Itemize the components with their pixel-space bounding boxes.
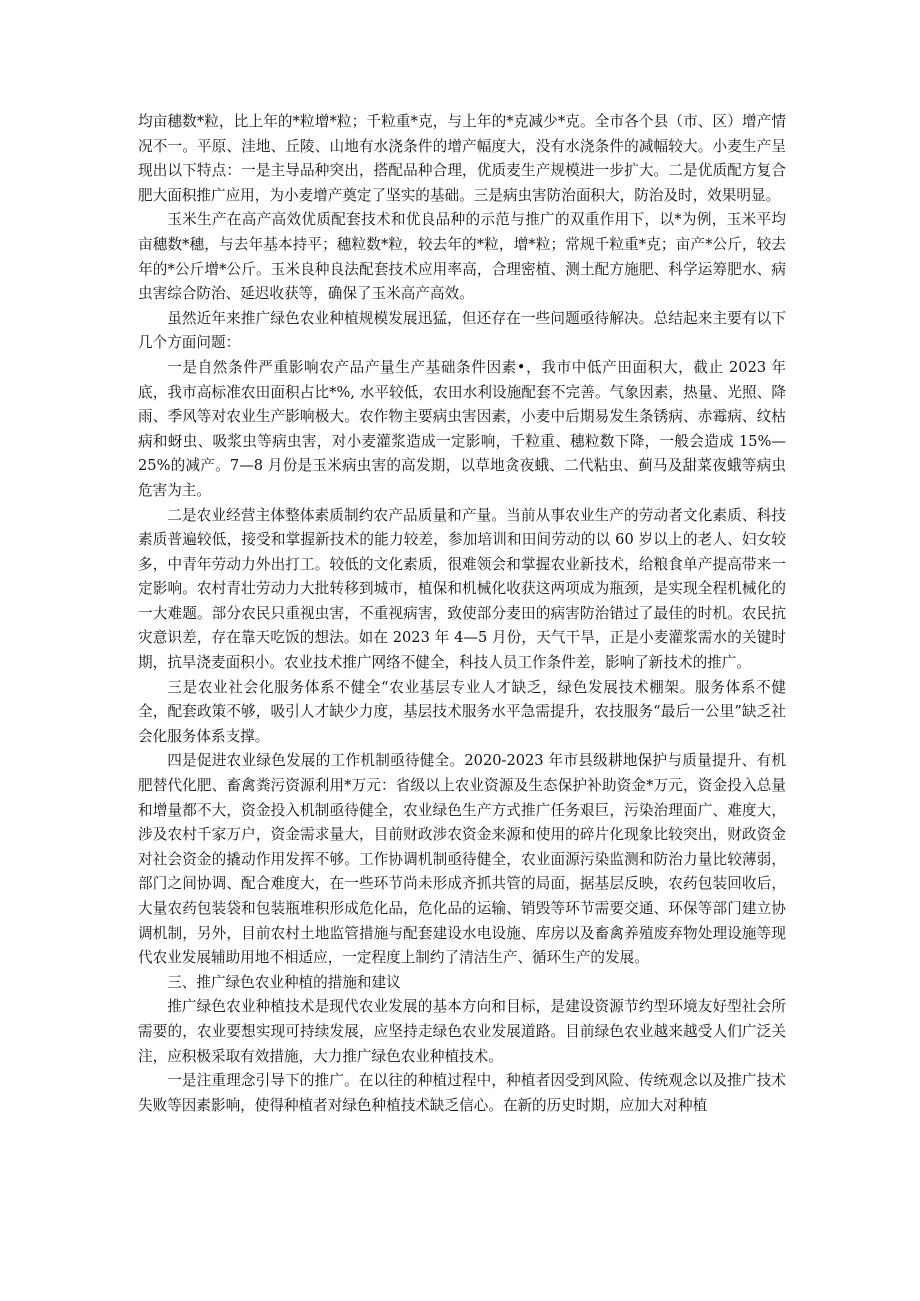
document-body	[138, 110, 786, 1118]
paragraph-problem-natural-conditions: 一是自然条件严重影响农产品产量生产基础条件因素•，我市中低产田面积大，截止 2023 年底，我市高标准农田面积占比*%, 水平较低，农田水利设施配套不完善。气象因素，热量、光照、降雨、季风等对农业生产影响极大。农作物主要病虫害因素，小麦中后期易发生条锈病、赤霉病、纹枯病和蚜虫、吸浆虫等病虫害，对小麦灌浆造成一定影响，千粒重、穗粒数下降，一般会造成 15%—25%的减产。7—8 月份是玉米病虫害的高发期，以草地贪夜蛾、二代粘虫、蓟马及甜菜夜蛾等病虫危害为主。	[138, 358, 786, 499]
paragraph-problem-work-mechanism: 四是促进农业绿色发展的工作机制亟待健全。2020-2023 年市县级耕地保护与质量提升、有机肥替代化肥、畜禽粪污资源利用*万元：省级以上农业资源及生态保护补助资金*万元，资金投入总量和增量都不大，资金投入机制亟待健全，农业绿色生产方式推广任务艰巨，污染治理面广、难度大，涉及农村千家万户，资金需求量大，目前财政涉农资金来源和使用的碎片化现象比较突出，财政资金对社会资金的撬动作用发挥不够。工作协调机制亟待健全，农业面源污染监测和防治力量比较薄弱，部门之间协调、配合难度大，在一些环节尚未形成齐抓共管的局面，据基层反映，农药包装回收后，大量农药包装袋和包装瓶堆积形成危化品，危化品的运输、销毁等环节需要交通、环保等部门建立协调机制，另外，目前农村土地监管措施与配套建设水电设施、库房以及畜禽养殖废弃物处理设施等现代农业发展辅助用地不相适应，一定程度上制约了清洁生产、循环生产的发展。	[138, 752, 786, 967]
paragraph-measures-intro: 推广绿色农业种植技术是现代农业发展的基本方向和目标，是建设资源节约型环境友好型社会所需要的，农业要想实现可持续发展，应坚持走绿色农业发展道路。目前绿色农业越来越受人们广泛关注，应积极采取有效措施，大力推广绿色农业种植技术。	[138, 998, 786, 1065]
paragraph-problem-service-system: 三是农业社会化服务体系不健全“农业基层专业人才缺乏，绿色发展技术棚架。服务体系不健全，配套政策不够，吸引人才缺少力度，基层技术服务水平急需提升，农技服务“最后一公里”缺乏社会化服务体系支撑。	[138, 678, 786, 745]
paragraph-problems-intro: 虽然近年来推广绿色农业种植规模发展迅猛，但还存在一些问题亟待解决。总结起来主要有以下几个方面问题：	[138, 309, 786, 352]
paragraph-corn-production: 玉米生产在高产高效优质配套技术和优良品种的示范与推广的双重作用下，以*为例，玉米平均亩穗数*穗，与去年基本持平；穗粒数*粒，较去年的*粒，增*粒；常规千粒重*克；亩产*公斤，较去年的*公斤增*公斤。玉米良种良法配套技术应用率高，合理密植、测土配方施肥、科学运筹肥水、病虫害综合防治、延迟收获等，确保了玉米高产高效。	[138, 211, 786, 303]
paragraph-problem-operators-quality: 二是农业经营主体整体素质制约农产品质量和产量。当前从事农业生产的劳动者文化素质、科技素质普遍较低，接受和掌握新技术的能力较差，参加培训和田间劳动的以 60 岁以上的老人、妇女较多，中青年劳动力外出打工。较低的文化素质，很难领会和掌握农业新技术，给粮食单产提高带来一定影响。农村青壮劳动力大批转移到城市，植保和机械化收获这两项成为瓶颈，是实现全程机械化的一大难题。部分农民只重视虫害，不重视病害，致使部分麦田的病害防治错过了最佳的时机。农民抗灾意识差，存在靠天吃饭的想法。如在 2023 年 4—5 月份，天气干旱，正是小麦灌浆需水的关键时期，抗旱浇麦面积小。农业技术推广网络不健全，科技人员工作条件差，影响了新技术的推广。	[138, 506, 786, 672]
paragraph-measure-concept-guidance: 一是注重理念引导下的推广。在以往的种植过程中，种植者因受到风险、传统观念以及推广技术失败等因素影响，使得种植者对绿色种植技术缺乏信心。在新的历史时期，应加大对种植	[138, 1072, 786, 1114]
paragraph-wheat-yield: 均亩穗数*粒，比上年的*粒增*粒；千粒重*克，与上年的*克减少*克。全市各个县（市、区）增产情况不一。平原、洼地、丘陵、山地有水浇条件的增产幅度大，没有水浇条件的减幅较大。小麦生产呈现出以下特点：一是主导品种突出，搭配品种合理，优质麦生产规模进一步扩大。二是优质配方复合肥大面积推广应用，为小麦增产奠定了坚实的基础。三是病虫害防治面积大，防治及时，效果明显。	[138, 113, 786, 204]
section-heading-measures: 三、推广绿色农业种植的措施和建议	[167, 973, 401, 991]
